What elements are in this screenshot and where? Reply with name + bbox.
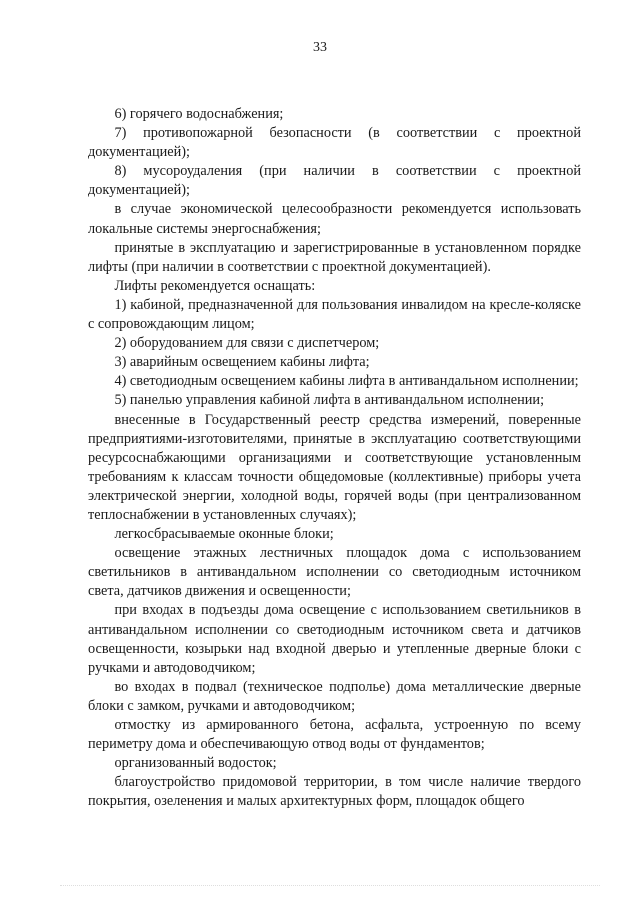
paragraph: при входах в подъезды дома освещение с использованием светильников в антивандальном исполнении со светодиодным источником света и датчиков освещенности, козырьки над входной дверью и утепленные дверные блоки с ручками и автодоводчиком; xyxy=(88,602,581,676)
paragraph: 3) аварийным освещением кабины лифта; xyxy=(114,354,370,371)
paragraph: отмостку из армированного бетона, асфальта, устроенную по всему периметру дома и обеспечивающую отвод воды от фундаментов; xyxy=(88,717,581,753)
page-number: 33 xyxy=(313,40,327,55)
paragraph: 2) оборудованием для связи с диспетчером; xyxy=(114,335,380,352)
document-body xyxy=(88,105,581,811)
paragraph: в случае экономической целесообразности рекомендуется использовать локальные системы энергоснабжения; xyxy=(88,201,581,237)
paragraph: легкосбрасываемые оконные блоки; xyxy=(114,526,334,543)
paragraph: принятые в эксплуатацию и зарегистрированные в установленном порядке лифты (при наличии в соответствии с проектной документацией). xyxy=(88,239,581,275)
paragraph: 4) светодиодным освещением кабины лифта в антивандальном исполнении; xyxy=(114,373,579,390)
paragraph: 7) противопожарной безопасности (в соответствии с проектной документацией); xyxy=(88,125,581,161)
paragraph: 1) кабиной, предназначенной для пользования инвалидом на кресле-коляске с сопровождающим лицом; xyxy=(88,296,581,333)
paragraph: 5) панелью управления кабиной лифта в антивандальном исполнении; xyxy=(114,392,545,409)
paragraph: 8) мусороудаления (при наличии в соответствии с проектной документацией); xyxy=(88,163,581,199)
scan-artifact xyxy=(60,885,600,888)
paragraph: во входах в подвал (техническое подполье) дома металлические дверные блоки с замком, ручками и автодоводчиком; xyxy=(88,678,581,714)
paragraph: благоустройство придомовой территории, в том числе наличие твердого покрытия, озеленения и малых архитектурных форм, площадок общего xyxy=(88,774,581,810)
paragraph: внесенные в Государственный реестр средства измерений, поверенные предприятиями-изготовителями, принятые в эксплуатацию соответствующими ресурсоснабжающими организациями и соответствующие установленным требованиям к классам точности общедомовые (коллективные) приборы учета электрической энергии, холодной воды, горячей воды (при централизованном теплоснабжении в установленных случаях); xyxy=(88,411,581,523)
paragraph: освещение этажных лестничных площадок дома с использованием светильников в антивандальном исполнении со светодиодным источником света, датчиков движения и освещенности; xyxy=(88,545,581,600)
paragraph: организованный водосток; xyxy=(114,755,277,772)
paragraph: Лифты рекомендуется оснащать: xyxy=(114,277,316,294)
paragraph: 6) горячего водоснабжения; xyxy=(114,106,284,122)
